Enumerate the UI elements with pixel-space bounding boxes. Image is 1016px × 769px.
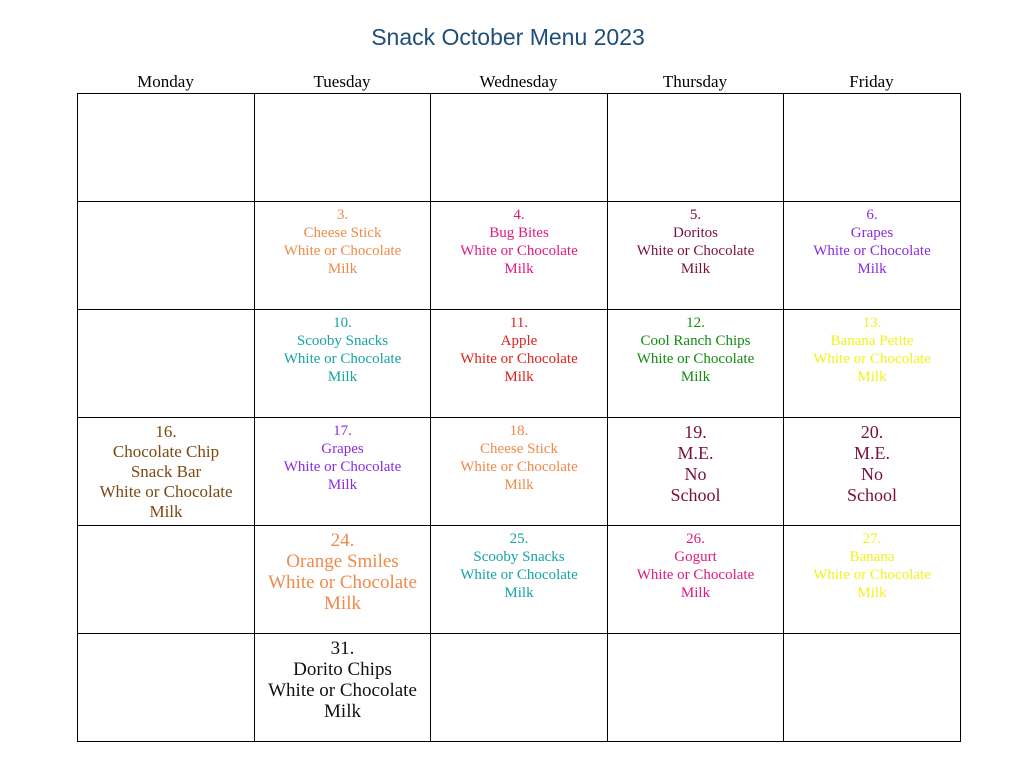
menu-item-line: White or Chocolate [636, 567, 755, 583]
day-number: 17. [333, 423, 352, 439]
day-number: 4. [513, 207, 525, 223]
day-number: 31. [330, 638, 355, 659]
calendar-cell-tuesday [255, 310, 431, 418]
menu-item-line: Milk [327, 261, 358, 277]
menu-item-line: Milk [857, 261, 887, 277]
menu-item-line: White or Chocolate [460, 567, 578, 583]
day-number: 3. [336, 207, 349, 223]
calendar-cell-friday [784, 418, 961, 526]
calendar-cell-tuesday [255, 202, 431, 310]
menu-item-line: Milk [857, 369, 887, 385]
day-number: 13. [862, 315, 882, 331]
menu-item-line: Snack Bar [130, 462, 202, 481]
calendar-cell-tuesday [255, 418, 431, 526]
menu-item-line: Milk [680, 369, 711, 385]
calendar-cell-wednesday [431, 94, 608, 202]
menu-item-line: Cheese Stick [303, 225, 382, 241]
menu-item-line: Grapes [321, 441, 364, 457]
menu-item-line: School [670, 485, 721, 505]
calendar-cell-monday [78, 94, 255, 202]
menu-item-line: White or Chocolate [460, 351, 578, 367]
menu-item-line: Doritos [673, 225, 718, 241]
day-number: 26. [686, 531, 705, 547]
weekday-header-wednesday: Wednesday [479, 72, 558, 91]
menu-item-line: Grapes [850, 225, 894, 241]
menu-item-line: Orange Smiles [286, 551, 399, 572]
calendar-cell-wednesday [431, 634, 608, 742]
calendar-cell-monday [78, 634, 255, 742]
menu-item-line: Apple [500, 333, 538, 349]
page-title: Snack October Menu 2023 [371, 24, 645, 50]
calendar-cell-wednesday [431, 202, 608, 310]
menu-item-line: White or Chocolate [283, 243, 402, 259]
menu-item-line: White or Chocolate [813, 243, 931, 259]
calendar-cell-wednesday [431, 310, 608, 418]
calendar-cell-wednesday [431, 418, 608, 526]
day-number: 19. [684, 422, 707, 442]
calendar-cell-thursday [608, 526, 784, 634]
calendar-cell-thursday [608, 202, 784, 310]
day-number: 20. [860, 422, 884, 442]
menu-item-line: Milk [504, 477, 534, 493]
menu-item-line: Scooby Snacks [473, 549, 565, 565]
menu-item-line: No [861, 464, 883, 484]
calendar-cell-wednesday [431, 526, 608, 634]
weekday-header-row [77, 72, 960, 92]
menu-item-line: Milk [504, 585, 534, 601]
menu-item-line: Bug Bites [489, 225, 549, 241]
menu-item-line: Milk [149, 502, 183, 521]
menu-item-line: White or Chocolate [813, 567, 931, 583]
calendar-cell-friday [784, 202, 961, 310]
day-number: 25. [509, 531, 529, 547]
menu-item-line: White or Chocolate [283, 459, 402, 475]
menu-item-line: White or Chocolate [283, 351, 402, 367]
calendar-cell-tuesday [255, 634, 431, 742]
menu-item-line: Milk [327, 477, 358, 493]
menu-item-line: White or Chocolate [636, 351, 755, 367]
menu-item-line: Milk [680, 261, 711, 277]
menu-item-line: Milk [857, 585, 887, 601]
calendar-cell-thursday [608, 634, 784, 742]
menu-item-line: Milk [327, 369, 358, 385]
menu-item-line: White or Chocolate [636, 243, 755, 259]
calendar-grid [77, 93, 961, 742]
menu-item-line: White or Chocolate [460, 459, 578, 475]
calendar-cell-thursday [608, 310, 784, 418]
calendar-cell-thursday [608, 94, 784, 202]
calendar-cell-monday [78, 418, 255, 526]
day-number: 11. [509, 315, 529, 331]
calendar-cell-friday [784, 94, 961, 202]
menu-item-line: No [684, 464, 707, 484]
menu-item-line: Cheese Stick [480, 441, 558, 457]
weekday-header-monday: Monday [137, 72, 194, 91]
menu-item-line: White or Chocolate [99, 482, 233, 501]
day-number: 6. [866, 207, 878, 223]
weekday-header-friday: Friday [849, 72, 894, 91]
menu-item-line: White or Chocolate [268, 680, 417, 701]
calendar-cell-friday [784, 634, 961, 742]
calendar-cell-thursday [608, 418, 784, 526]
menu-item-line: Milk [324, 593, 361, 614]
menu-item-line: Cool Ranch Chips [640, 333, 751, 349]
calendar-cell-monday [78, 310, 255, 418]
day-number: 10. [333, 315, 352, 331]
day-number: 24. [330, 530, 355, 551]
menu-item-line: School [846, 485, 897, 505]
menu-item-line: White or Chocolate [268, 572, 417, 593]
calendar-cell-monday [78, 202, 255, 310]
menu-item-line: Dorito Chips [293, 659, 392, 680]
calendar-cell-tuesday [255, 94, 431, 202]
calendar-cell-tuesday [255, 526, 431, 634]
weekday-header-thursday: Thursday [662, 72, 728, 91]
menu-item-line: Banana [849, 549, 895, 565]
menu-item-line: Milk [504, 261, 534, 277]
day-number: 12. [686, 315, 705, 331]
menu-item-line: Milk [324, 701, 361, 722]
calendar-cell-friday [784, 310, 961, 418]
menu-item-line: Scooby Snacks [296, 333, 389, 349]
day-number: 5. [689, 207, 702, 223]
menu-item-line: Milk [680, 585, 711, 601]
menu-item-line: M.E. [677, 443, 714, 463]
menu-item-line: Gogurt [674, 549, 717, 565]
menu-item-line: Chocolate Chip [112, 442, 220, 461]
menu-item-line: M.E. [854, 443, 890, 463]
menu-item-line: Banana Petite [830, 333, 914, 349]
weekday-header-tuesday: Tuesday [313, 72, 371, 91]
calendar-cell-friday [784, 526, 961, 634]
day-number: 18. [509, 423, 529, 439]
menu-item-line: White or Chocolate [813, 351, 931, 367]
calendar-cell-monday [78, 526, 255, 634]
day-number: 27. [862, 531, 882, 547]
menu-item-line: Milk [504, 369, 534, 385]
menu-item-line: White or Chocolate [460, 243, 578, 259]
day-number: 16. [155, 422, 177, 441]
